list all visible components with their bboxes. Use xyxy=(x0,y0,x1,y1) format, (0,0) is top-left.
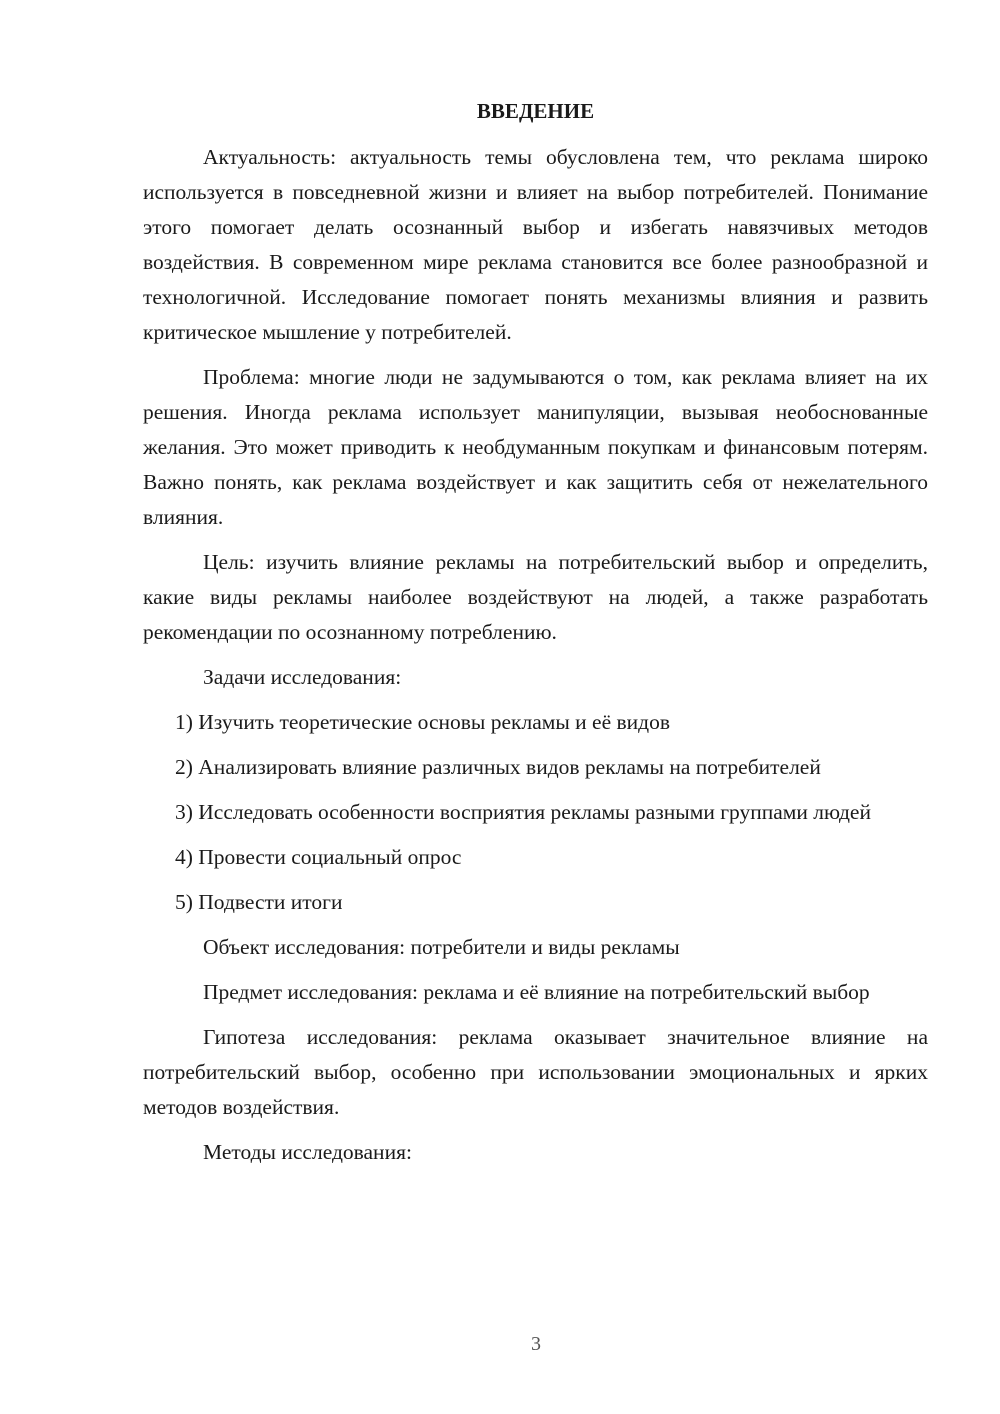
goal-paragraph: Цель: изучить влияние рекламы на потребительский выбор и определить, какие виды рекламы наиболее воздействуют на людей, а также разработать рекомендации по осознанному потреблению. xyxy=(143,550,928,644)
page-number: 3 xyxy=(531,1333,541,1355)
section-title: ВВЕДЕНИЕ xyxy=(476,99,595,123)
tasks-heading: Задачи исследования: xyxy=(203,665,402,689)
task-item: 2) Анализировать влияние различных видов рекламы на потребителей xyxy=(175,755,821,779)
task-item: 5) Подвести итоги xyxy=(175,890,343,914)
document-body xyxy=(143,94,928,1180)
hypothesis-paragraph: Гипотеза исследования: реклама оказывает значительное влияние на потребительский выбор, особенно при использовании эмоциональных и ярких методов воздействия. xyxy=(143,1025,928,1119)
problem-paragraph: Проблема: многие люди не задумываются о том, как реклама влияет на их решения. Иногда реклама использует манипуляции, вызывая необоснованные желания. Это может приводить к необдуманным покупкам и финансовым потерям. Важно понять, как реклама воздействует и как защитить себя от нежелательного влияния. xyxy=(143,365,928,529)
task-item: 1) Изучить теоретические основы рекламы и её видов xyxy=(175,710,671,734)
task-item: 3) Исследовать особенности восприятия рекламы разными группами людей xyxy=(175,800,871,824)
subject-paragraph: Предмет исследования: реклама и её влияние на потребительский выбор xyxy=(203,980,870,1004)
task-item: 4) Провести социальный опрос xyxy=(175,845,462,869)
object-paragraph: Объект исследования: потребители и виды рекламы xyxy=(203,935,680,959)
relevance-paragraph: Актуальность: актуальность темы обусловлена тем, что реклама широко используется в повседневной жизни и влияет на выбор потребителей. Понимание этого помогает делать осознанный выбор и избегать навязчивых методов воздействия. В современном мире реклама становится все более разнообразной и технологичной. Исследование помогает понять механизмы влияния и развить критическое мышление у потребителей. xyxy=(143,145,928,344)
methods-heading: Методы исследования: xyxy=(203,1140,412,1164)
